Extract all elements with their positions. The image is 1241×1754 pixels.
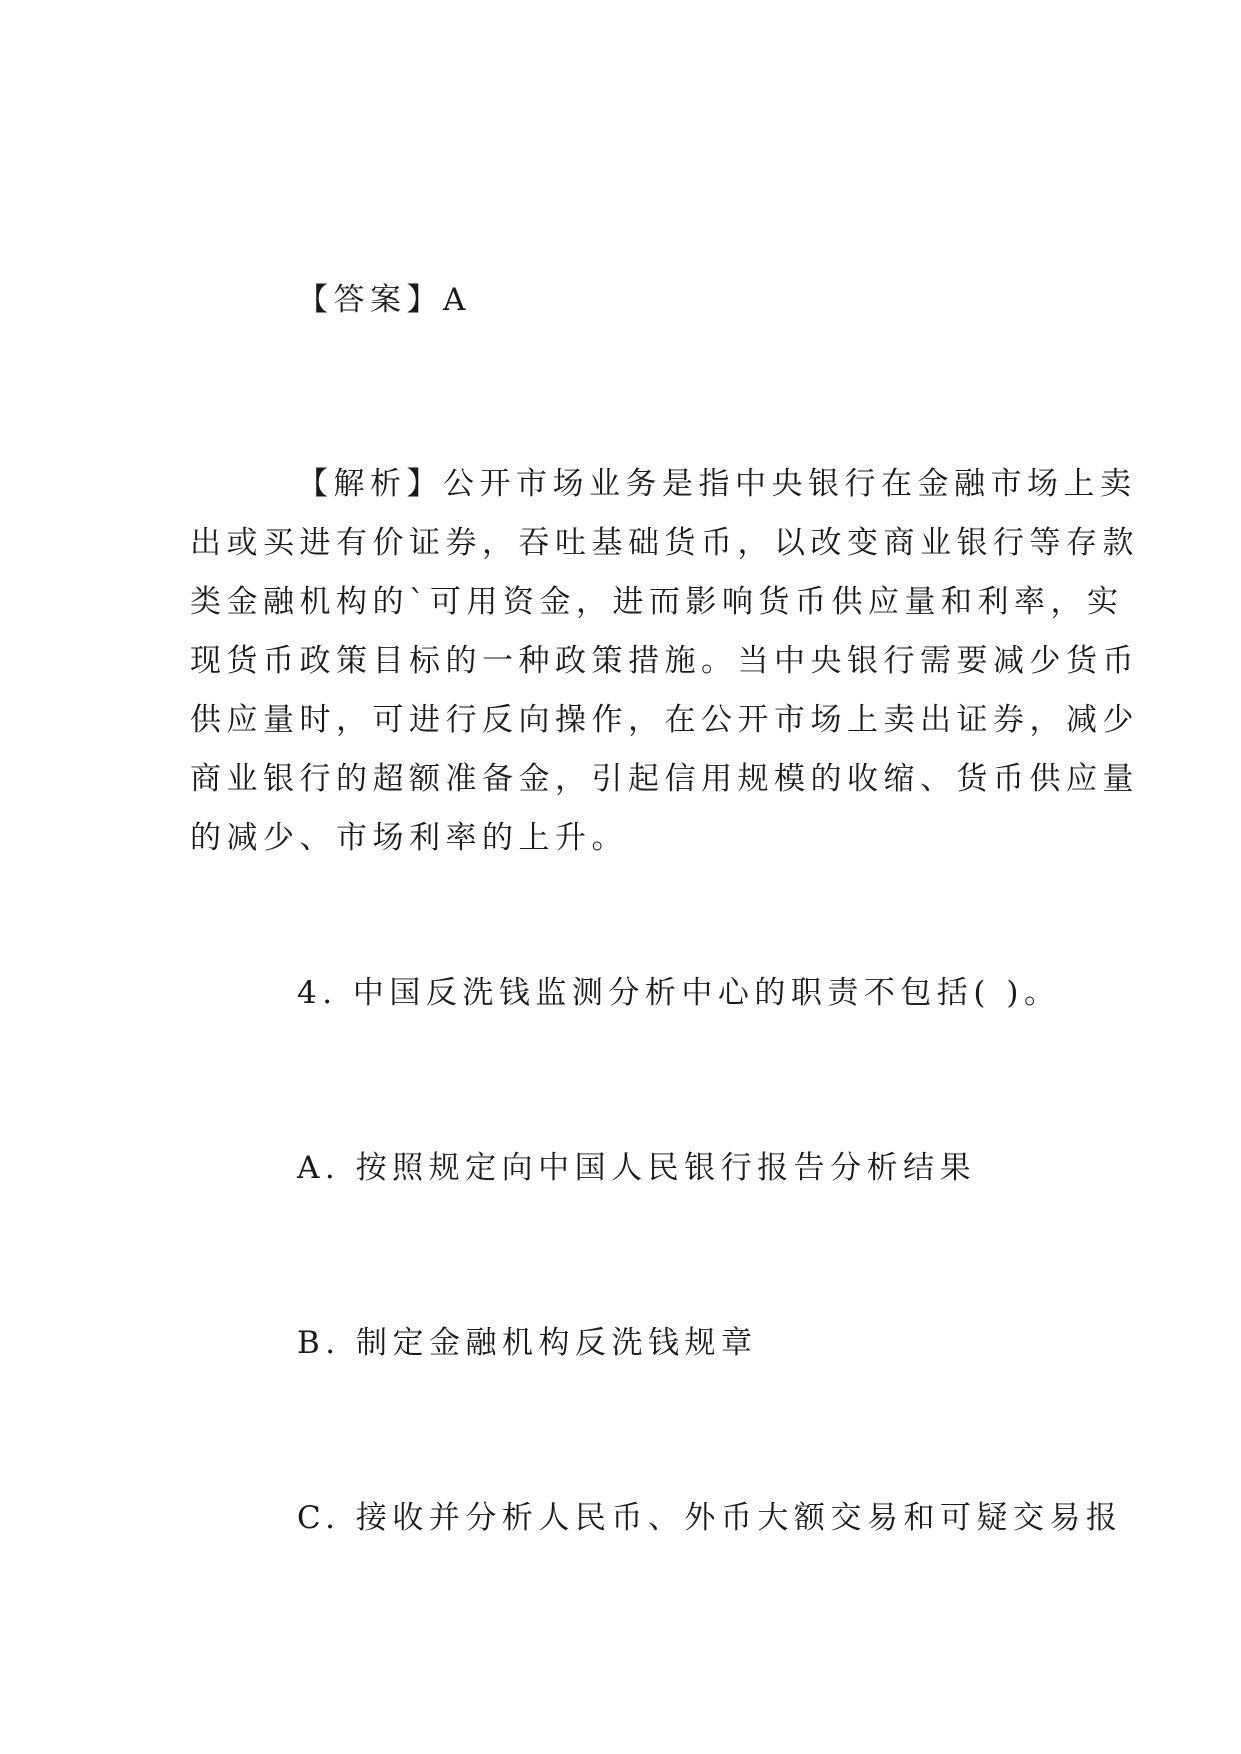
analysis-line: 的减少、市场利率的上升。	[190, 820, 628, 856]
analysis-line: 出或买进有价证券，吞吐基础货币，以改变商业银行等存款	[190, 525, 1139, 561]
analysis-line: 【解析】公开市场业务是指中央银行在金融市场上卖	[297, 466, 1137, 502]
option-c: C. 接收并分析人民币、外币大额交易和可疑交易报	[297, 1500, 1123, 1536]
analysis-paragraph	[190, 455, 1139, 868]
analysis-line: 商业银行的超额准备金，引起信用规模的收缩、货币供应量	[190, 761, 1139, 797]
question-stem: 4. 中国反洗钱监测分析中心的职责不包括( )。	[297, 975, 1061, 1011]
answer-line: 【答案】A	[297, 282, 471, 318]
option-a: A. 按照规定向中国人民银行报告分析结果	[297, 1150, 977, 1186]
analysis-line: 供应量时，可进行反向操作，在公开市场上卖出证券，减少	[190, 702, 1139, 738]
analysis-line: 现货币政策目标的一种政策措施。当中央银行需要减少货币	[190, 643, 1139, 679]
analysis-line: 类金融机构的`可用资金，进而影响货币供应量和利率，实	[190, 584, 1124, 620]
option-b: B. 制定金融机构反洗钱规章	[297, 1325, 758, 1361]
